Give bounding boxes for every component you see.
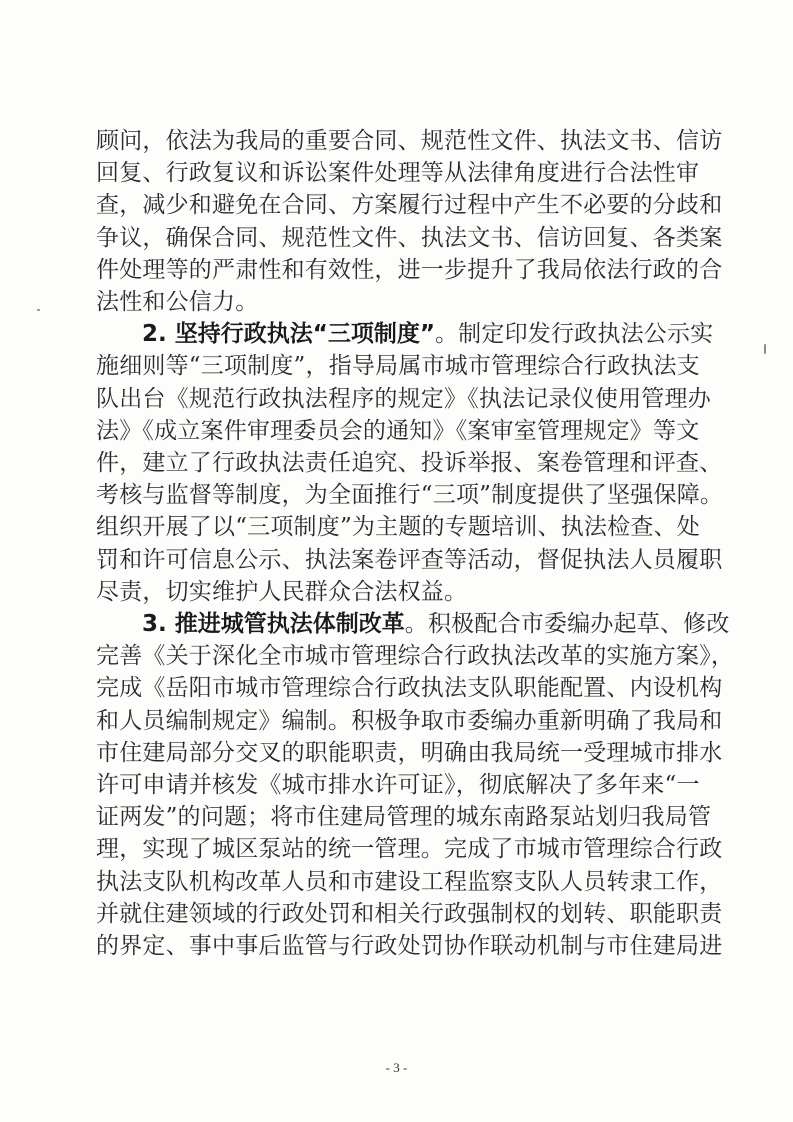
text-line: 市住建局部分交叉的职能职责，明确由我局统一受理城市排水 (96, 739, 723, 766)
text-line: 法》《成立案件审理委员会的通知》《案审室管理规定》等文 (96, 417, 700, 444)
text-line: 顾问，依法为我局的重要合同、规范性文件、执法文书、信访 (96, 128, 723, 154)
section-heading: 2. 坚持行政执法“三项制度” (142, 321, 435, 348)
text-line: 罚和许可信息公示、执法案卷评查等活动，督促执法人员履职 (96, 546, 723, 573)
text-line: 完善《关于深化全市城市管理综合行政执法改革的实施方案》， (96, 643, 735, 670)
text-line: 和人员编制规定》编制。积极争取市委编办重新明确了我局和 (96, 707, 723, 734)
paragraph-three-systems (96, 318, 724, 608)
scan-speck (764, 344, 766, 354)
text-line: 证两发”的问题；将市住建局管理的城东南路泵站划归我局管 (96, 804, 712, 831)
text-line (96, 318, 714, 350)
text-line (96, 608, 730, 640)
text-line: 理，实现了城区泵站的统一管理。完成了市城市管理综合行政 (96, 836, 723, 863)
text-line: 争议，确保合同、规范性文件、执法文书、信访回复、各类案 (96, 224, 723, 251)
text-line: 查，减少和避免在合同、方案履行过程中产生不必要的分歧和 (96, 192, 723, 219)
text-line: 执法支队机构改革人员和市建设工程监察支队人员转隶工作， (96, 868, 723, 895)
paragraph-system-reform (96, 608, 735, 962)
paragraph-legal-review (96, 125, 723, 318)
text-run: 。制定印发行政执法公示实 (434, 321, 714, 348)
body-text (96, 125, 735, 962)
page-number: - 3 - (385, 1060, 408, 1075)
scan-speck (37, 309, 40, 311)
text-line: 许可申请并核发《城市排水许可证》，彻底解决了多年来“一 (96, 772, 700, 799)
section-heading: 3. 推进城管执法体制改革 (142, 611, 405, 638)
text-line: 的界定、事中事后监管与行政处罚协作联动机制与市住建局进 (96, 933, 723, 960)
text-line: 回复、行政复议和诉讼案件处理等从法律角度进行合法性审 (96, 160, 700, 187)
text-line: 件处理等的严肃性和有效性，进一步提升了我局依法行政的合 (96, 256, 723, 283)
text-line: 组织开展了以“三项制度”为主题的专题培训、执法检查、处 (96, 514, 700, 541)
text-line: 施细则等“三项制度”，指导局属市城市管理综合行政执法支 (96, 353, 700, 380)
text-run: 。积极配合市委编办起草、修改 (404, 611, 730, 638)
text-line: 并就住建领域的行政处罚和相关行政强制权的划转、职能职责 (96, 900, 723, 927)
text-line: 考核与监督等制度，为全面推行“三项”制度提供了坚强保障。 (96, 482, 724, 509)
text-line: 队出台《规范行政执法程序的规定》《执法记录仪使用管理办 (96, 385, 711, 412)
text-line: 尽责，切实维护人民群众合法权益。 (96, 578, 468, 605)
text-line: 完成《岳阳市城市管理综合行政执法支队职能配置、内设机构 (96, 675, 723, 702)
text-line: 法性和公信力。 (96, 289, 259, 316)
text-line: 件，建立了行政执法责任追究、投诉举报、案卷管理和评查、 (96, 450, 723, 477)
